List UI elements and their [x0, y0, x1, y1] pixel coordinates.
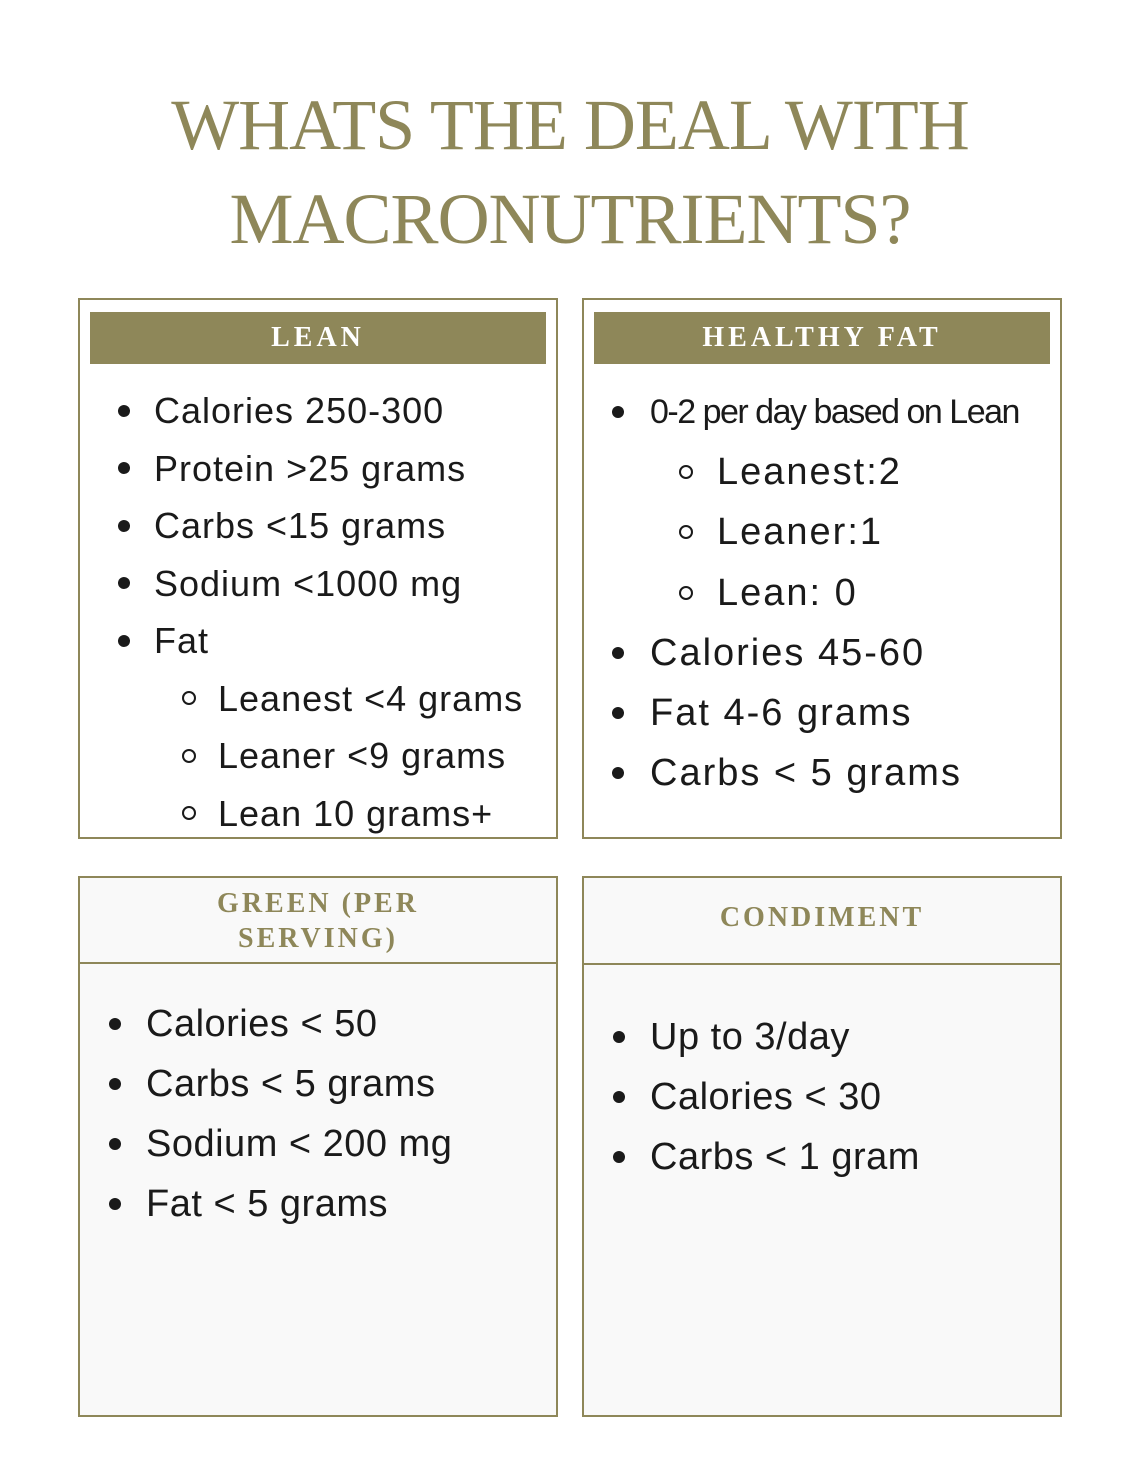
condiment-list [584, 1007, 920, 1187]
list-item: Carbs < 1 gram [584, 1127, 920, 1187]
list-item: Calories 45-60 [584, 623, 1019, 683]
page-title-line-1: WHATS THE DEAL WITH [171, 85, 969, 165]
list-item: Calories < 50 [80, 994, 452, 1054]
list-item: Carbs <15 grams [80, 497, 523, 555]
list-item: Fat [80, 612, 523, 670]
sub-list-item: Leaner:1 [584, 502, 1019, 562]
lean-list [80, 382, 523, 842]
condiment-heading-text: CONDIMENT [719, 902, 925, 933]
list-item: Up to 3/day [584, 1007, 920, 1067]
list-item: Fat < 5 grams [80, 1174, 452, 1234]
list-item: Calories 250-300 [80, 382, 523, 440]
condiment-card [582, 876, 1062, 1417]
healthy-fat-card [582, 298, 1062, 839]
green-list [80, 994, 452, 1234]
sub-list-item: Lean 10 grams+ [80, 785, 523, 843]
list-item: Sodium < 200 mg [80, 1114, 452, 1174]
healthy-fat-list [584, 382, 1019, 803]
list-item: Protein >25 grams [80, 440, 523, 498]
green-heading-line-1: GREEN (PER [217, 888, 419, 919]
sub-list-item: Leanest <4 grams [80, 670, 523, 728]
lean-card [78, 298, 558, 839]
list-item: Sodium <1000 mg [80, 555, 523, 613]
page-title [0, 78, 1140, 266]
page-title-line-2: MACRONUTRIENTS? [229, 179, 911, 259]
green-heading [80, 878, 556, 964]
list-item: 0-2 per day based on Lean [584, 382, 1019, 442]
sub-list-item: Leaner <9 grams [80, 727, 523, 785]
condiment-heading [584, 878, 1060, 965]
list-item: Carbs < 5 grams [584, 743, 1019, 803]
list-item: Carbs < 5 grams [80, 1054, 452, 1114]
green-heading-line-2: SERVING) [238, 923, 398, 954]
lean-heading-band [90, 312, 546, 364]
list-item: Calories < 30 [584, 1067, 920, 1127]
lean-heading: LEAN [271, 322, 365, 353]
green-card [78, 876, 558, 1417]
healthy-fat-heading-band [594, 312, 1050, 364]
sub-list-item: Lean: 0 [584, 563, 1019, 623]
list-item: Fat 4-6 grams [584, 683, 1019, 743]
healthy-fat-heading: HEALTHY FAT [702, 322, 942, 353]
sub-list-item: Leanest:2 [584, 442, 1019, 502]
